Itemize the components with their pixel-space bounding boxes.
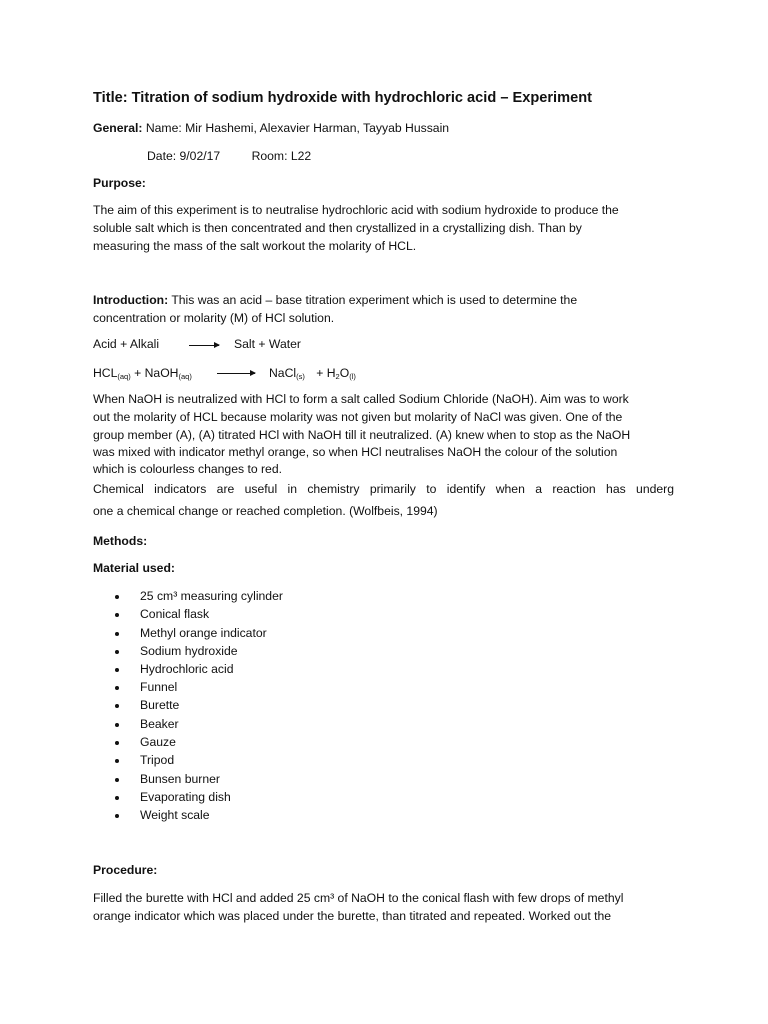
bullet-icon (115, 759, 119, 763)
equation-2-left (93, 365, 192, 381)
procedure-line-2: orange indicator which was placed under the burette, than titrated and repeated. Worked out the (93, 909, 612, 923)
purpose-line-1: The aim of this experiment is to neutralise hydrochloric acid with sodium hydroxide to produce the (93, 203, 619, 217)
bullet-icon (115, 741, 119, 745)
hcl-formula: HCL (93, 366, 118, 380)
date-text: Date: 9/02/17 (147, 149, 221, 163)
document-page (93, 0, 675, 1024)
material-heading: Material used: (93, 561, 175, 575)
naoh-formula: + NaOH (130, 366, 179, 380)
list-item: Funnel (140, 680, 178, 694)
list-item: Beaker (140, 717, 179, 731)
list-item: Tripod (140, 753, 175, 767)
list-item: Weight scale (140, 808, 210, 822)
purpose-heading: Purpose: (93, 176, 146, 190)
bullet-icon (115, 668, 119, 672)
body-line-4: was mixed with indicator methyl orange, so when HCl neutralises NaOH the colour of the solution (93, 445, 618, 459)
body-line-2: out the molarity of HCL because molarity was not given but molarity of NaCl was given. One of the (93, 410, 623, 424)
list-item: Bunsen burner (140, 772, 220, 786)
names-text: Name: Mir Hashemi, Alexavier Harman, Tayyab Hussain (145, 121, 450, 135)
purpose-line-2: soluble salt which is then concentrated and then crystallized in a crystallizing dish. Than by (93, 221, 582, 235)
list-item: Methyl orange indicator (140, 626, 267, 640)
bullet-icon (115, 650, 119, 654)
list-item: Burette (140, 698, 180, 712)
list-item: Evaporating dish (140, 790, 231, 804)
equation-1-left: Acid + Alkali (93, 337, 160, 351)
equation-1-right: Salt + Water (234, 337, 301, 351)
water-subscript: 2 (335, 372, 340, 381)
procedure-heading: Procedure: (93, 863, 158, 877)
body-line-3: group member (A), (A) titrated HCl with NaOH till it neutralized. (A) knew when to stop as the NaOH (93, 428, 631, 442)
indicator-line-1: Chemical indicators are useful in chemistry primarily to identify when a reaction has underg (93, 482, 674, 496)
list-item: Sodium hydroxide (140, 644, 238, 658)
equation-2-right (269, 365, 356, 381)
nacl-state: (s) (296, 372, 305, 381)
body-line-5: which is colourless changes to red. (93, 462, 283, 476)
body-line-1: When NaOH is neutralized with HCl to form a salt called Sodium Chloride (NaOH). Aim was to work (93, 392, 629, 406)
bullet-icon (115, 632, 119, 636)
arrow-icon (189, 345, 219, 346)
introduction-label: Introduction: (93, 293, 169, 307)
bullet-icon (115, 686, 119, 690)
bullet-icon (115, 723, 119, 727)
room-text: Room: L22 (251, 149, 312, 163)
bullet-icon (115, 778, 119, 782)
introduction-line-2: concentration or molarity (M) of HCl solution. (93, 311, 335, 325)
introduction-line-1 (93, 292, 577, 308)
document-title: Title: Titration of sodium hydroxide with hydrochloric acid – Experiment (93, 90, 592, 106)
purpose-line-3: measuring the mass of the salt workout the molarity of HCL. (93, 239, 417, 253)
bullet-icon (115, 796, 119, 800)
list-item: Gauze (140, 735, 176, 749)
nacl-formula: NaCl (269, 366, 297, 380)
naoh-state: (aq) (178, 372, 192, 381)
water-formula: + H (316, 366, 336, 380)
bullet-icon (115, 814, 119, 818)
bullet-icon (115, 613, 119, 617)
indicator-line-2: one a chemical change or reached completion. (Wolfbeis, 1994) (93, 504, 438, 518)
bullet-icon (115, 704, 119, 708)
procedure-line-1: Filled the burette with HCl and added 25 cm³ of NaOH to the conical flash with few drops of methyl (93, 891, 624, 905)
list-item: Conical flask (140, 607, 210, 621)
oxygen-symbol: O (339, 366, 350, 380)
bullet-icon (115, 595, 119, 599)
general-line (93, 120, 449, 136)
hcl-state: (aq) (117, 372, 131, 381)
list-item: 25 cm³ measuring cylinder (140, 589, 283, 603)
list-item: Hydrochloric acid (140, 662, 234, 676)
general-label: General: (93, 121, 143, 135)
arrow-icon (217, 373, 255, 374)
methods-heading: Methods: (93, 534, 148, 548)
water-state: (l) (349, 372, 356, 381)
introduction-text: This was an acid – base titration experiment which is used to determine the (171, 293, 578, 307)
date-room-line (147, 148, 311, 164)
